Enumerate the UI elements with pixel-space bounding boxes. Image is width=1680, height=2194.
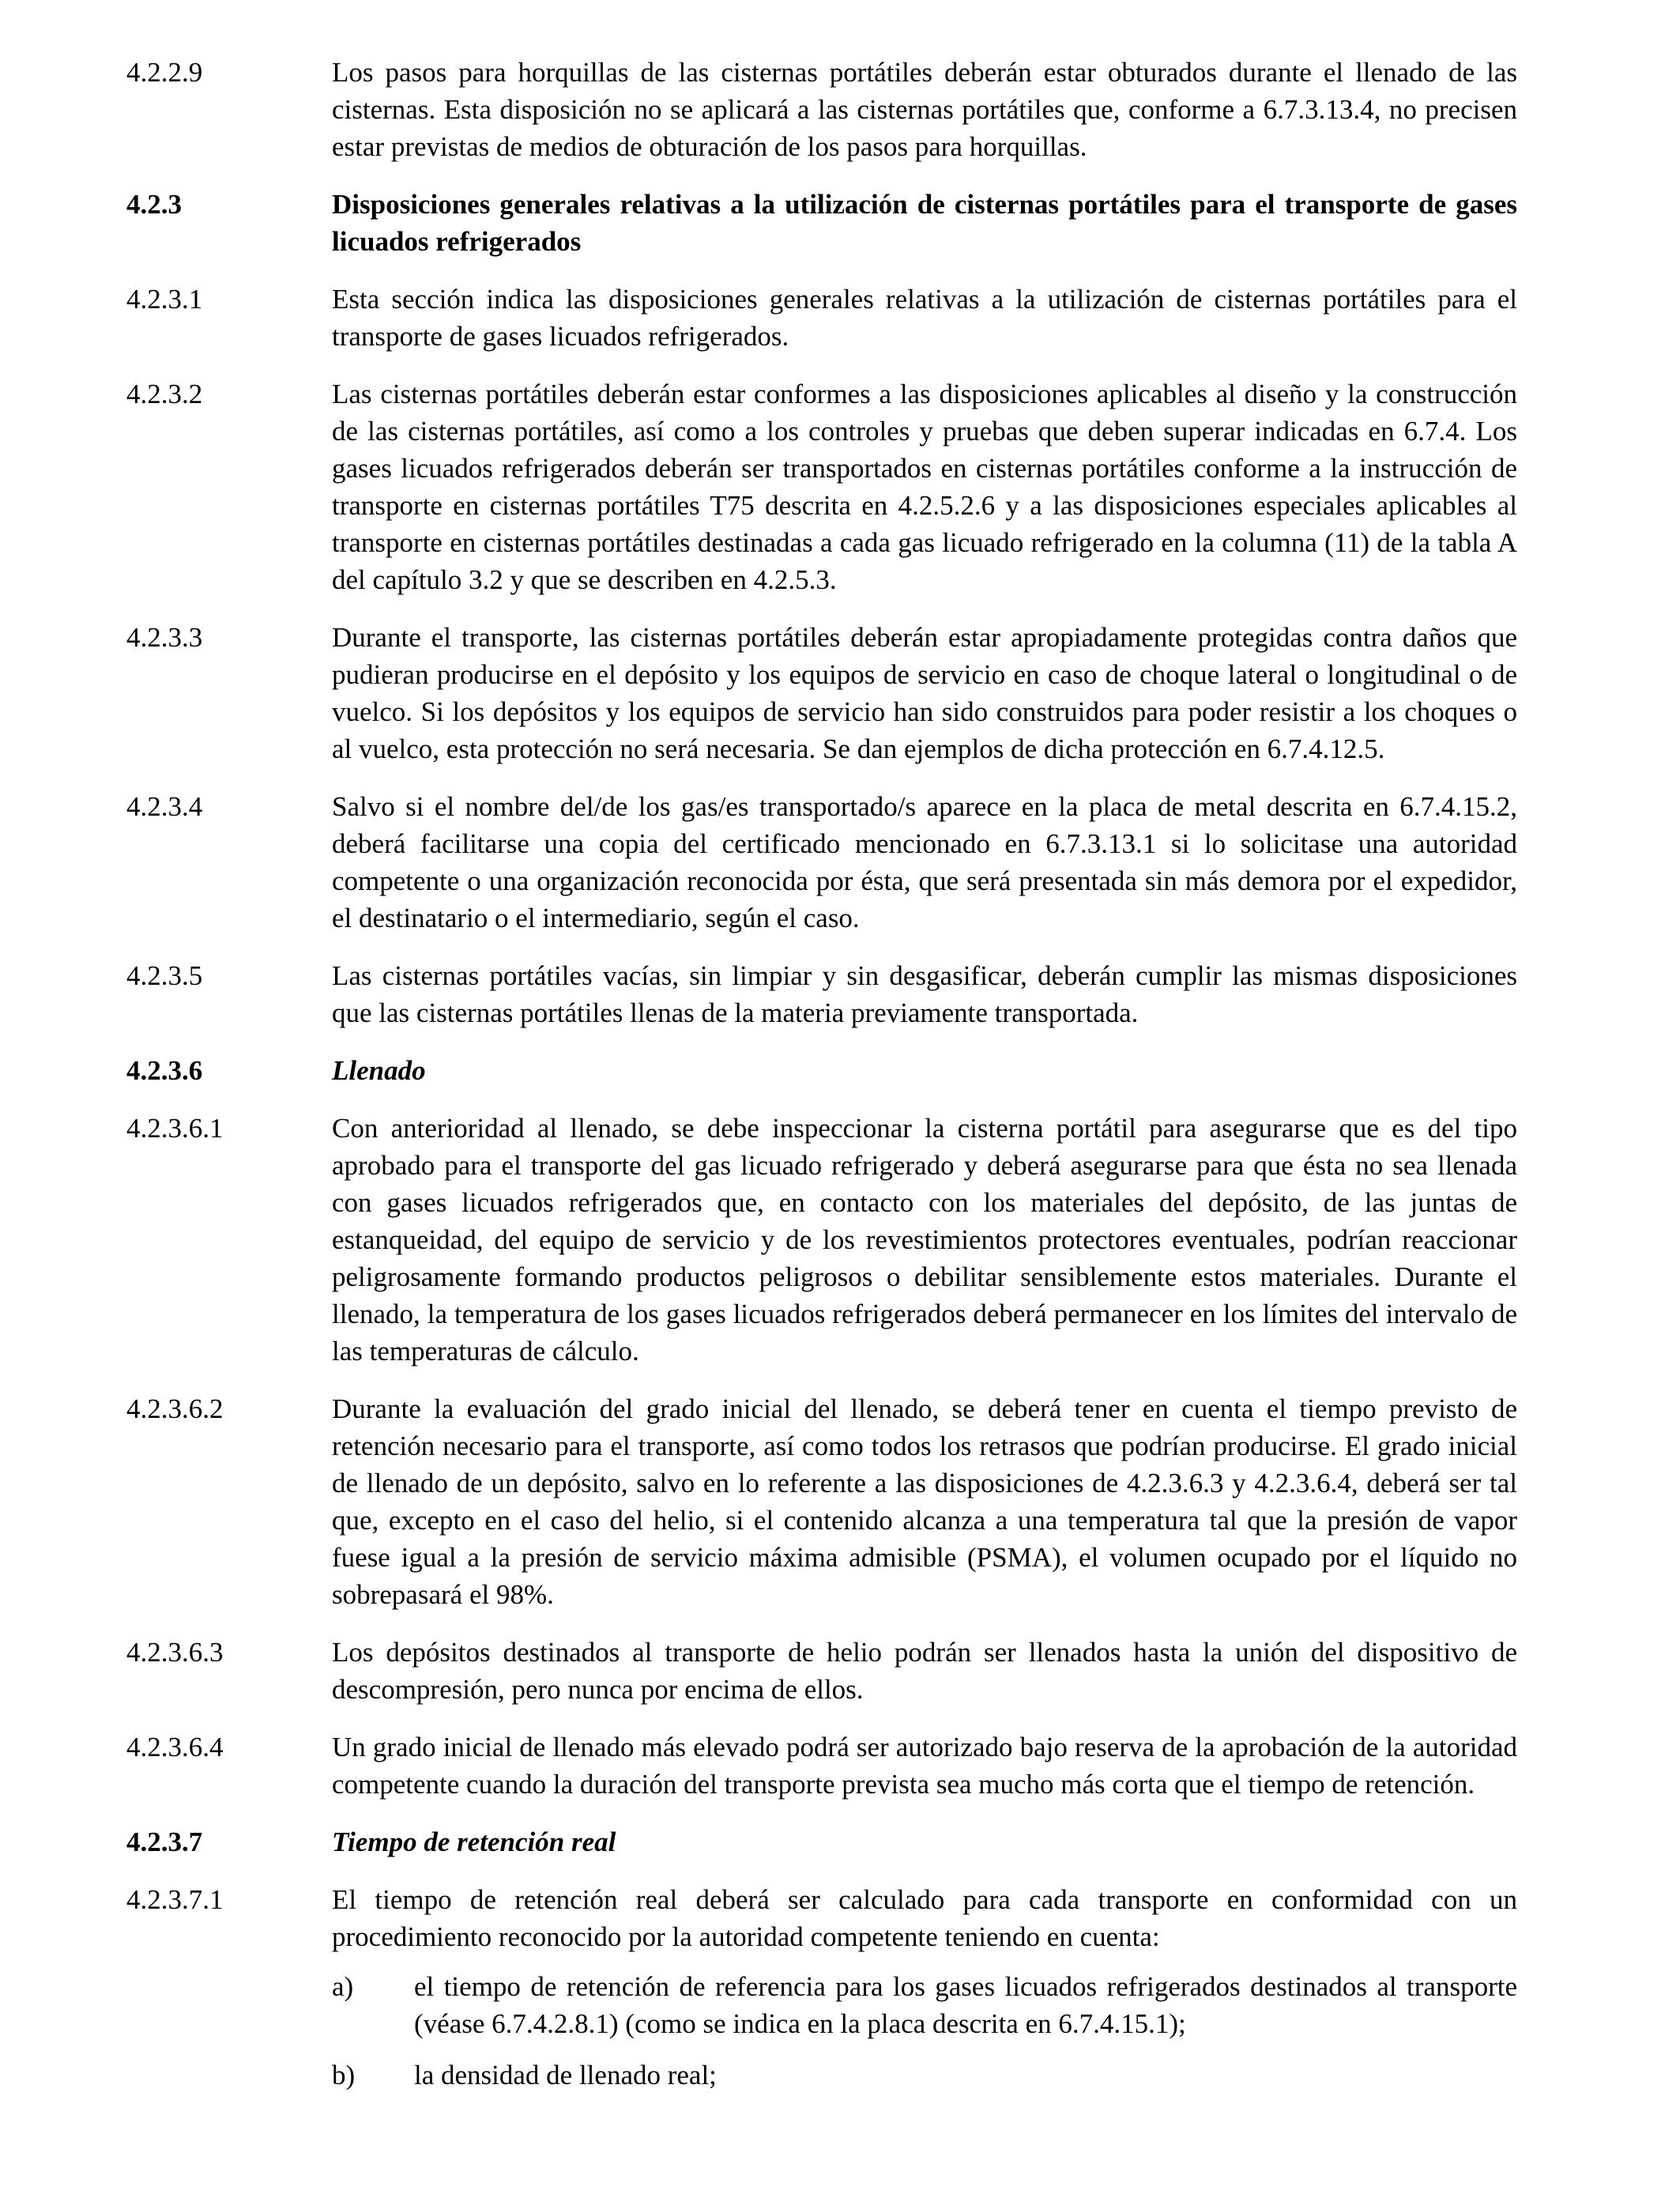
section-number: 4.2.3.6.4 xyxy=(126,1732,224,1762)
section-number: 4.2.3.7.1 xyxy=(126,1884,224,1915)
section-number: 4.2.3.4 xyxy=(126,791,203,822)
paragraph-text: Esta sección indica las disposiciones generales relativas a la utilización de cisternas portátiles para el transporte de gases licuados refrigerados. xyxy=(332,284,1517,352)
list-item xyxy=(332,1968,1517,2042)
paragraph-4-2-3-1 xyxy=(126,281,1517,355)
paragraph-4-2-3-2 xyxy=(126,375,1517,598)
paragraph-text: Las cisternas portátiles deberán estar conformes a las disposiciones aplicables al diseño y la construcción de las cisternas portátiles, así como a los controles y pruebas que deben superar indicadas en 6.7.4. Los gases licuados refrigerados deberán ser transportados en cisternas portátiles conforme a la instrucción de transporte en cisternas portátiles T75 descrita en 4.2.5.2.6 y a las disposiciones especiales aplicables al transporte en cisternas portátiles destinadas a cada gas licuado refrigerado en la columna (11) de la tabla A del capítulo 3.2 y que se describen en 4.2.5.3. xyxy=(332,379,1517,595)
enumerated-list xyxy=(332,1968,1517,2094)
section-number: 4.2.3 xyxy=(126,189,182,220)
paragraph-text: Los depósitos destinados al transporte de helio podrán ser llenados hasta la unión del dispositivo de descompresión, pero nunca por encima de ellos. xyxy=(332,1637,1517,1705)
list-item-marker: b) xyxy=(332,2060,356,2090)
paragraph-4-2-3-6-2 xyxy=(126,1390,1517,1613)
paragraph-text: Durante la evaluación del grado inicial del llenado, se deberá tener en cuenta el tiempo previsto de retención necesario para el transporte, así como todos los retrasos que podrían producirse. El grado inicial de llenado de un depósito, salvo en lo referente a las disposiciones de 4.2.3.6.3 y 4.2.3.6.4, deberá ser tal que, excepto en el caso del helio, si el contenido alcanza a una temperatura tal que la presión de vapor fuese igual a la presión de servicio máxima admisible (PSMA), el volumen ocupado por el líquido no sobrepasará el 98%. xyxy=(332,1393,1517,1610)
section-number: 4.2.3.5 xyxy=(126,960,203,991)
paragraph-4-2-3-6-3 xyxy=(126,1634,1517,1708)
document-page xyxy=(126,54,1517,2128)
section-number: 4.2.3.6 xyxy=(126,1055,203,1086)
list-item xyxy=(332,2056,1517,2094)
paragraph-4-2-3-6-1 xyxy=(126,1110,1517,1370)
list-item-text: la densidad de llenado real; xyxy=(414,2060,717,2090)
paragraph-text: El tiempo de retención real deberá ser calculado para cada transporte en conformidad con un procedimiento reconocido por la autoridad competente teniendo en cuenta: xyxy=(332,1884,1517,1952)
paragraph-text: Las cisternas portátiles vacías, sin limpiar y sin desgasificar, deberán cumplir las mismas disposiciones que las cisternas portátiles llenas de la materia previamente transportada. xyxy=(332,960,1517,1028)
section-number: 4.2.3.3 xyxy=(126,622,203,653)
paragraph-4-2-3-7-1 xyxy=(126,1881,1517,2108)
paragraph-body xyxy=(332,1881,1517,2108)
list-item-marker: a) xyxy=(332,1971,354,2002)
section-number: 4.2.3.6.2 xyxy=(126,1393,224,1424)
paragraph-4-2-3-5 xyxy=(126,957,1517,1031)
paragraph-4-2-3-3 xyxy=(126,619,1517,767)
section-number: 4.2.3.2 xyxy=(126,379,203,409)
heading-4-2-3 xyxy=(126,186,1517,260)
section-number: 4.2.3.7 xyxy=(126,1826,203,1857)
paragraph-text: Durante el transporte, las cisternas portátiles deberán estar apropiadamente protegidas contra daños que pudieran producirse en el depósito y los equipos de servicio en caso de choque lateral o longitudinal o de vuelco. Si los depósitos y los equipos de servicio han sido construidos para poder resistir a los choques o al vuelco, esta protección no será necesaria. Se dan ejemplos de dicha protección en 6.7.4.12.5. xyxy=(332,622,1517,764)
paragraph-text: Un grado inicial de llenado más elevado podrá ser autorizado bajo reserva de la aprobación de la autoridad competente cuando la duración del transporte prevista sea mucho más corta que el tiempo de retención. xyxy=(332,1732,1517,1800)
subsection-heading: Tiempo de retención real xyxy=(332,1826,616,1857)
paragraph-4-2-3-6-4 xyxy=(126,1728,1517,1803)
section-heading: Disposiciones generales relativas a la utilización de cisternas portátiles para el transporte de gases licuados refrigerados xyxy=(332,189,1517,257)
paragraph-text: Salvo si el nombre del/de los gas/es transportado/s aparece en la placa de metal descrita en 6.7.4.15.2, deberá facilitarse una copia del certificado mencionado en 6.7.3.13.1 si lo solicitase una autoridad competente o una organización reconocida por ésta, que será presentada sin más demora por el expedidor, el destinatario o el intermediario, según el caso. xyxy=(332,791,1517,933)
list-item-text: el tiempo de retención de referencia para los gases licuados refrigerados destinados al transporte (véase 6.7.4.2.8.1) (como se indica en la placa descrita en 6.7.4.15.1); xyxy=(414,1971,1517,2039)
section-number: 4.2.3.1 xyxy=(126,284,203,315)
heading-4-2-3-7 xyxy=(126,1823,1517,1860)
paragraph-text: Con anterioridad al llenado, se debe inspeccionar la cisterna portátil para asegurarse que es del tipo aprobado para el transporte del gas licuado refrigerado y deberá asegurarse para que ésta no sea llenada con gases licuados refrigerados que, en contacto con los materiales del depósito, de las juntas de estanqueidad, del equipo de servicio y de los revestimientos protectores eventuales, podrían reaccionar peligrosamente formando productos peligrosos o debilitar sensiblemente estos materiales. Durante el llenado, la temperatura de los gases licuados refrigerados deberá permanecer en los límites del intervalo de las temperaturas de cálculo. xyxy=(332,1113,1517,1367)
subsection-heading: Llenado xyxy=(332,1055,426,1086)
heading-4-2-3-6 xyxy=(126,1052,1517,1089)
paragraph-text: Los pasos para horquillas de las cisternas portátiles deberán estar obturados durante el llenado de las cisternas. Esta disposición no se aplicará a las cisternas portátiles que, conforme a 6.7.3.13.4, no precisen estar previstas de medios de obturación de los pasos para horquillas. xyxy=(332,57,1517,162)
section-number: 4.2.3.6.3 xyxy=(126,1637,224,1668)
section-number: 4.2.2.9 xyxy=(126,57,203,88)
section-number: 4.2.3.6.1 xyxy=(126,1113,224,1144)
paragraph-4-2-3-4 xyxy=(126,788,1517,937)
paragraph-4-2-2-9 xyxy=(126,54,1517,165)
